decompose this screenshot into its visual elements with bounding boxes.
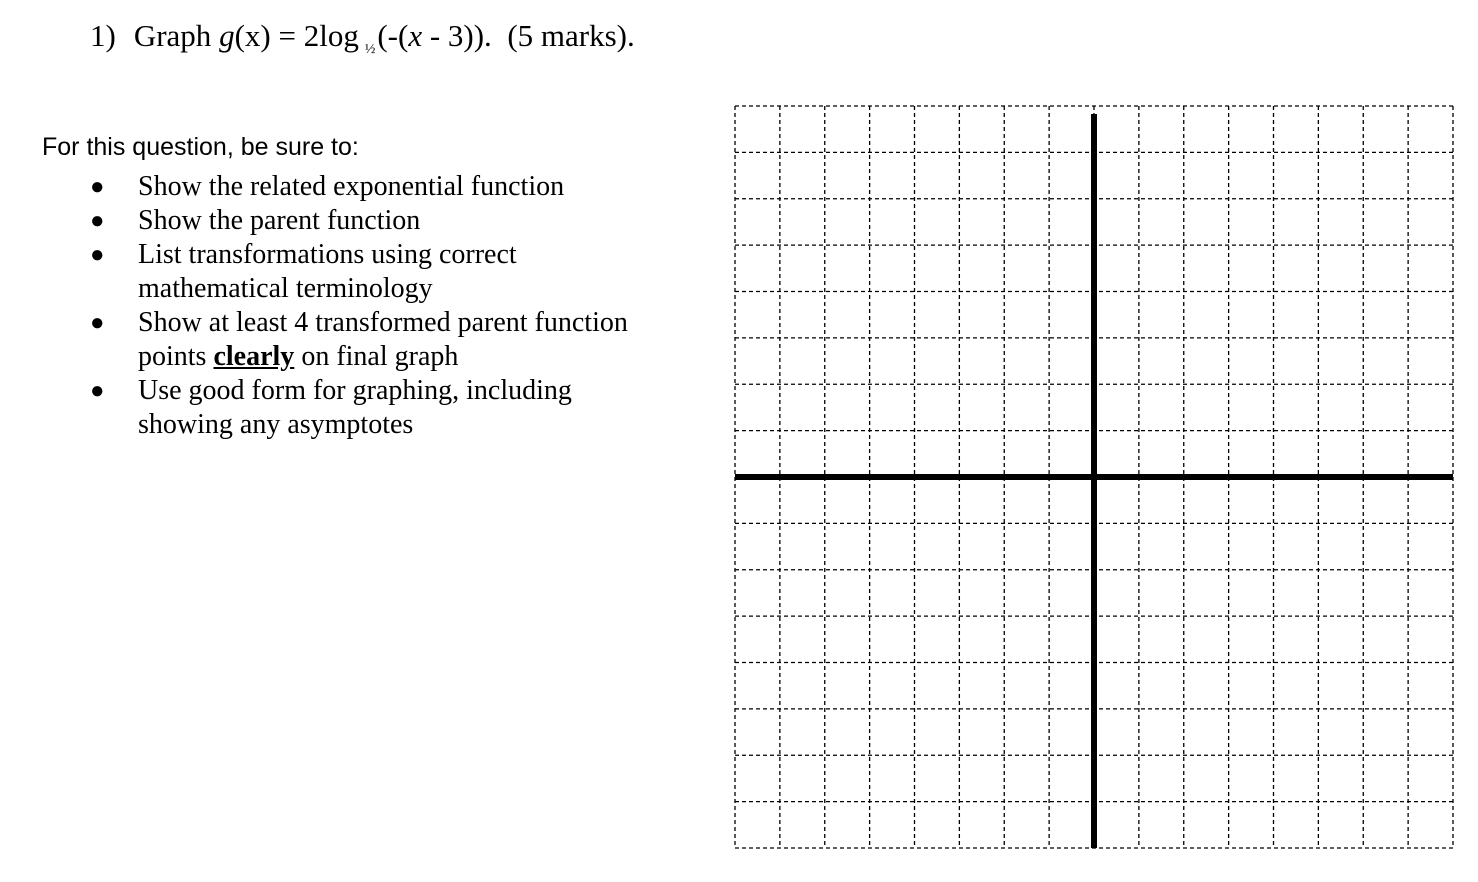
bullet-icon: ●	[90, 378, 105, 404]
log-base: ½	[364, 42, 376, 57]
requirement-item	[0, 306, 700, 374]
requirement-text	[138, 340, 700, 374]
requirement-item	[0, 204, 700, 238]
graph-grid	[732, 103, 1457, 856]
argument-close: - 3)).	[429, 18, 492, 53]
requirement-text: Use good form for graphing, including	[138, 375, 572, 406]
bullet-icon: ●	[90, 208, 105, 234]
requirement-text: mathematical terminology	[138, 273, 433, 304]
requirement-item	[0, 374, 700, 442]
question-title	[90, 16, 635, 63]
argument-variable: x	[408, 18, 423, 53]
question-number: 1)	[90, 18, 116, 53]
argument-open: (-(	[377, 18, 409, 53]
requirement-item	[0, 238, 700, 306]
emphasis-word: clearly	[213, 341, 295, 372]
requirement-text-part: on final graph	[294, 341, 459, 372]
axis-lines	[735, 114, 1453, 848]
requirement-text: showing any asymptotes	[138, 409, 414, 440]
requirement-text: Show the related exponential function	[138, 171, 565, 202]
requirement-text: Show at least 4 transformed parent function	[138, 307, 628, 338]
question-verb: Graph	[133, 18, 212, 53]
bullet-icon: ●	[90, 310, 105, 336]
function-argument: (x)	[234, 18, 271, 53]
requirement-item	[0, 170, 700, 204]
bullet-icon: ●	[90, 174, 105, 200]
function-name: g	[219, 18, 235, 53]
requirement-text: Show the parent function	[138, 205, 421, 236]
requirements-list	[0, 170, 700, 442]
requirement-text-part: points	[138, 341, 214, 372]
question-marks: (5 marks).	[507, 18, 635, 53]
bullet-icon: ●	[90, 242, 105, 268]
instructions-intro: For this question, be sure to:	[42, 133, 359, 161]
function-equals: = 2log	[278, 18, 359, 53]
requirement-text: List transformations using correct	[138, 239, 517, 270]
